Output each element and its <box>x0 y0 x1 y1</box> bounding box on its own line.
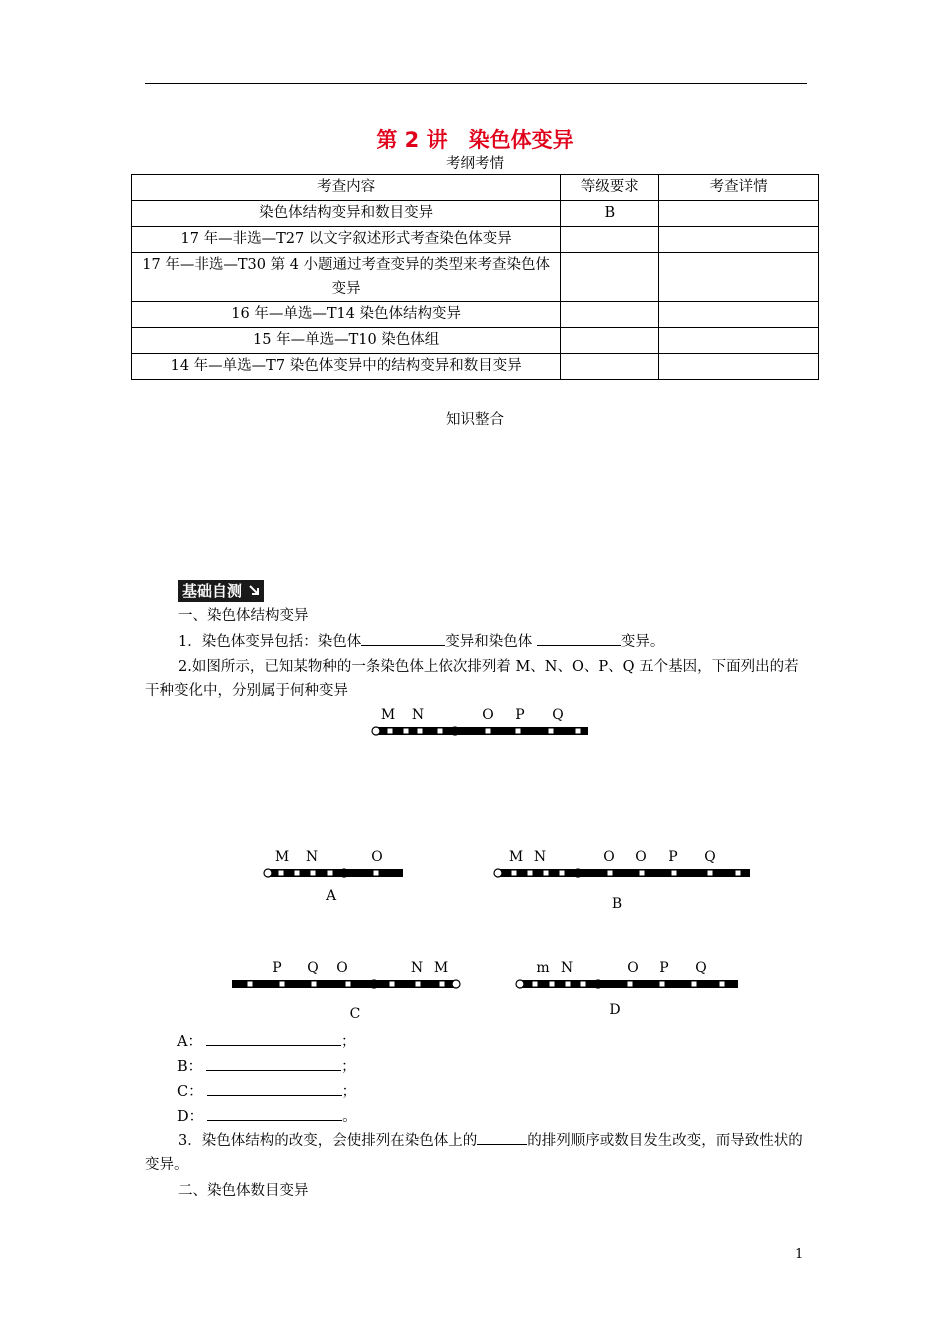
chromosome-b <box>494 849 750 912</box>
band-marker <box>248 982 253 987</box>
centromere <box>451 727 459 735</box>
telomere-end <box>372 727 380 735</box>
centromere <box>340 869 348 877</box>
gene-label: N <box>560 960 574 976</box>
gene-label: P <box>668 849 678 865</box>
band-marker <box>581 982 586 987</box>
chromosome-bar <box>232 980 456 988</box>
q1-text-b: 变异和染色体 <box>445 634 537 650</box>
original-chromosome <box>372 707 588 735</box>
centromere <box>574 869 582 877</box>
gene-label: O <box>482 707 494 723</box>
q1-text-c: 变异。 <box>620 634 665 650</box>
q3-text-a: 3．染色体结构的改变，会使排列在染色体上的 <box>178 1133 478 1149</box>
band-marker <box>280 982 285 987</box>
table-cell-content: 17 年—非选—T30 第 4 小题通过考查变异的类型来考查染色体变异 <box>132 253 561 302</box>
table-header: 考查内容 <box>132 175 561 201</box>
band-marker <box>549 729 554 734</box>
answer-end: ； <box>341 1084 357 1100</box>
band-marker <box>374 871 379 876</box>
band-marker <box>708 871 713 876</box>
answer-c <box>177 1080 356 1101</box>
gene-label: O <box>635 849 647 865</box>
table-header: 考查详情 <box>659 175 819 201</box>
gene-label: O <box>603 849 615 865</box>
page-subtitle: 考纲考情 <box>446 156 504 172</box>
centromere <box>594 980 602 988</box>
answer-a <box>177 1030 355 1051</box>
answer-label: B： <box>177 1059 203 1075</box>
gene-label: P <box>272 960 282 976</box>
band-marker <box>416 982 421 987</box>
answer-label: A： <box>177 1034 202 1050</box>
part2-title: 二、染色体数目变异 <box>178 1183 309 1199</box>
band-marker <box>438 729 443 734</box>
band-marker <box>328 871 333 876</box>
badge-label: 基础自测 <box>182 582 243 600</box>
band-marker <box>672 871 677 876</box>
q3-text-b: 的排列顺序或数目发生改变，而导致性状的变异。 <box>145 1133 803 1173</box>
gene-label: N <box>305 849 319 865</box>
gene-label: O <box>371 849 383 865</box>
gene-label: M <box>274 849 290 865</box>
table-cell-content: 15 年—单选—T10 染色体组 <box>132 328 561 354</box>
telomere-end <box>516 980 524 988</box>
telomere-end <box>494 869 502 877</box>
band-marker <box>544 871 549 876</box>
table-cell-content: 17 年—非选—T27 以文字叙述形式考查染色体变异 <box>132 227 561 253</box>
section-title: 知识整合 <box>446 412 504 428</box>
answer-end: 。 <box>342 1109 357 1125</box>
gene-label: O <box>627 960 639 976</box>
band-marker <box>512 871 517 876</box>
band-marker <box>608 871 613 876</box>
q3-blank[interactable] <box>477 1130 527 1145</box>
gene-label: N <box>410 960 424 976</box>
gene-label: Q <box>704 849 716 865</box>
band-marker <box>312 982 317 987</box>
gene-label: Q <box>552 707 564 723</box>
gene-label: M <box>380 707 396 723</box>
band-marker <box>516 729 521 734</box>
gene-label: Q <box>307 960 319 976</box>
centromere <box>370 980 378 988</box>
table-cell-content: 16 年—单选—T14 染色体结构变异 <box>132 302 561 328</box>
table-cell-level: B <box>561 201 659 227</box>
band-marker <box>736 871 741 876</box>
gene-label: M <box>433 960 449 976</box>
telomere-end <box>264 869 272 877</box>
band-marker <box>576 729 581 734</box>
band-marker <box>660 982 665 987</box>
gene-label: N <box>533 849 547 865</box>
gene-label: O <box>336 960 348 976</box>
band-marker <box>404 729 409 734</box>
gene-label: P <box>659 960 669 976</box>
gene-label: m <box>536 960 550 976</box>
gene-label: M <box>508 849 524 865</box>
answer-blank[interactable] <box>206 1031 341 1046</box>
band-marker <box>311 871 316 876</box>
answer-blank[interactable] <box>207 1106 342 1121</box>
page-title: 第 2 讲 染色体变异 <box>376 128 574 152</box>
answer-d <box>177 1105 357 1126</box>
band-marker <box>440 982 445 987</box>
answer-end: ； <box>340 1034 356 1050</box>
band-marker <box>295 871 300 876</box>
band-marker <box>390 982 395 987</box>
part1-title: 一、染色体结构变异 <box>178 608 309 624</box>
variant-caption: D <box>609 1002 621 1018</box>
band-marker <box>640 871 645 876</box>
band-marker <box>628 982 633 987</box>
gene-label: Q <box>695 960 707 976</box>
band-marker <box>418 729 423 734</box>
band-marker <box>566 982 571 987</box>
chromosome-a <box>264 849 403 904</box>
answer-blank[interactable] <box>207 1081 342 1096</box>
q1-text-a: 1．染色体变异包括：染色体 <box>178 634 362 650</box>
band-marker <box>720 982 725 987</box>
chromosome-c <box>232 960 460 1022</box>
band-marker <box>692 982 697 987</box>
answer-end: ； <box>341 1059 356 1075</box>
answer-blank[interactable] <box>206 1056 341 1071</box>
band-marker <box>279 871 284 876</box>
table-header: 等级要求 <box>561 175 659 201</box>
band-marker <box>528 871 533 876</box>
band-marker <box>533 982 538 987</box>
gene-label: N <box>411 707 425 723</box>
question-2: 2.如图所示，已知某物种的一条染色体上依次排列着 M、N、O、P、Q 五个基因，下面列出的若干种变化中，分别属于何种变异 <box>145 659 799 699</box>
answer-label: D： <box>177 1109 204 1125</box>
answer-b <box>177 1055 356 1076</box>
question-3 <box>145 1129 810 1177</box>
variant-caption: C <box>349 1006 361 1022</box>
table-cell-content: 14 年—单选—T7 染色体变异中的结构变异和数目变异 <box>132 354 561 380</box>
variant-caption: B <box>611 896 623 912</box>
band-marker <box>388 729 393 734</box>
table-cell-content: 染色体结构变异和数目变异 <box>132 201 561 227</box>
chromosome-bar <box>268 869 403 877</box>
variant-caption: A <box>325 888 337 904</box>
answer-label: C： <box>177 1084 203 1100</box>
telomere-end <box>452 980 460 988</box>
gene-label: P <box>515 707 525 723</box>
chromosome-d <box>516 960 738 1018</box>
band-marker <box>486 729 491 734</box>
page-number: 1 <box>795 1247 804 1262</box>
band-marker <box>550 982 555 987</box>
band-marker <box>346 982 351 987</box>
band-marker <box>560 871 565 876</box>
